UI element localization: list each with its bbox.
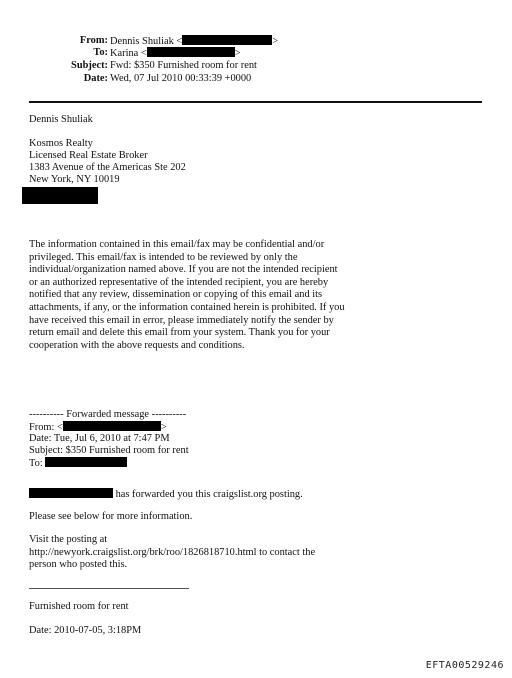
subject-label: Subject: <box>71 60 108 71</box>
redaction-bar <box>22 187 98 204</box>
forwarded-to-prefix: To: <box>29 458 43 469</box>
signature-name: Dennis Shuliak <box>29 114 93 125</box>
see-below-text: Please see below for more information. <box>29 511 193 522</box>
document-id: EFTA00529246 <box>425 660 504 671</box>
forwarded-date: Date: Tue, Jul 6, 2010 at 7:47 PM <box>29 433 170 444</box>
subject-value: Fwd: $350 Furnished room for rent <box>110 60 257 71</box>
to-value: Karina < <box>110 48 147 59</box>
from-value: Dennis Shuliak < <box>110 36 183 47</box>
visit-posting-text: Visit the posting at http://newyork.craigslist.org/brk/roo/1826818710.html to contact the person who posted this. <box>29 534 316 571</box>
redaction-bar <box>182 35 272 45</box>
signature-company: Kosmos Realty <box>29 138 93 149</box>
section-divider <box>29 588 189 589</box>
from-close: > <box>272 36 279 47</box>
header-to-row <box>0 47 512 60</box>
posting-title: Furnished room for rent <box>29 601 129 612</box>
signature-title: Licensed Real Estate Broker <box>29 150 148 161</box>
signature-address-line2: New York, NY 10019 <box>29 174 120 185</box>
forwarded-from-close: > <box>160 422 167 433</box>
date-label: Date: <box>83 73 108 84</box>
from-label: From: <box>79 35 108 46</box>
forwarded-subject: Subject: $350 Furnished room for rent <box>29 445 189 456</box>
redaction-bar <box>29 488 113 498</box>
signature-address-line1: 1383 Avenue of the Americas Ste 202 <box>29 162 186 173</box>
redaction-bar <box>63 421 161 431</box>
redaction-bar <box>147 47 235 57</box>
forwarded-notice <box>29 488 303 502</box>
to-close: > <box>234 48 241 59</box>
forwarded-notice-text: has forwarded you this craigslist.org posting. <box>115 489 303 500</box>
date-value: Wed, 07 Jul 2010 00:33:39 +0000 <box>110 73 252 84</box>
header-divider <box>29 101 482 103</box>
header-date-row <box>0 73 512 86</box>
header-subject-row <box>0 60 512 73</box>
forwarded-to <box>29 457 127 471</box>
redaction-bar <box>45 457 127 467</box>
to-label: To: <box>93 47 108 58</box>
forwarded-from-prefix: From: < <box>29 422 63 433</box>
disclaimer-paragraph: The information contained in this email/fax may be confidential and/or privileged. This email/fax is intended to be reviewed by only the individual/organization named above. If you are not the intended recipient or an authorized representative of the intended recipient, you are hereby notified that any review, dissemination or copying of this email and its attachments, if any, or the information contained herein is prohibited. If you have received this email in error, please immediately notify the sender by return email and delete this email from your system. Thank you for your cooperation with the above requests and conditions. <box>29 239 345 351</box>
forwarded-divider: ---------- Forwarded message ---------- <box>29 409 187 420</box>
posting-date: Date: 2010-07-05, 3:18PM <box>29 625 142 636</box>
